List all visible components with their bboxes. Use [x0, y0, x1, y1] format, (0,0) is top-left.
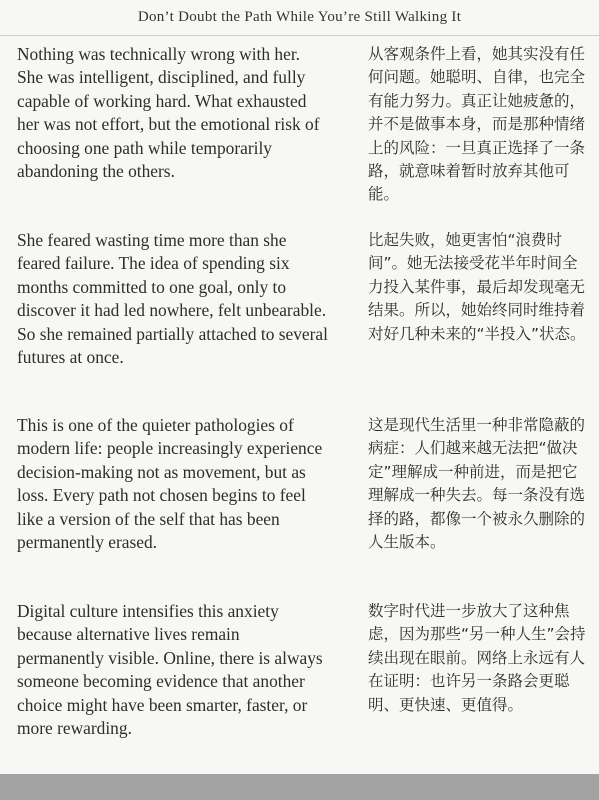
english-paragraph: Digital culture intensifies this anxiety because alternative lives remain permanently visible. Online, there is always someone becoming evidence that another choice might have been smarter, faster, or more rewarding.: [17, 601, 323, 739]
english-paragraph: This is one of the quieter pathologies of modern life: people increasingly experience decision-making not as movement, but as loss. Every path not chosen begins to feel like a version of the self that has been permanently erased.: [17, 415, 323, 553]
chinese-paragraph: 从客观条件上看，她其实没有任何问题。她聪明、自律，也完全有能力努力。真正让她疲惫的，并不是做事本身，而是那种情绪上的风险：一旦真正选择了一条路，就意味着暂时放弃其他可能。: [368, 45, 586, 204]
chinese-paragraph: 比起失败，她更害怕“浪费时间”。她无法接受花半年时间全力投入某件事，最后却发现毫无结果。所以，她始终同时维持着对好几种未来的“半投入”状态。: [368, 231, 586, 343]
chapter-title: Don’t Doubt the Path While You’re Still Walking It: [137, 9, 462, 25]
english-paragraph: She feared wasting time more than she feared failure. The idea of spending six months committed to one goal, only to discover it had led nowhere, felt unbearable. So she remained partially attached to several futures at once.: [17, 230, 328, 368]
chinese-paragraph: 这是现代生活里一种非常隐蔽的病症：人们越来越无法把“做决定”理解成一种前进，而是把它理解成一种失去。每一条没有选择的路，都像一个被永久删除的人生版本。: [368, 416, 586, 552]
english-paragraph: Nothing was technically wrong with her. She was intelligent, disciplined, and fully capable of working hard. What exhausted her was not effort, but the emotional risk of choosing one path while temporarily abandoning the others.: [17, 44, 320, 182]
bottom-bar: [0, 774, 599, 800]
chinese-paragraph: 数字时代进一步放大了这种焦虑，因为那些“另一种人生”会持续出现在眼前。网络上永远有人在证明：也许另一条路会更聪明、更快速、更值得。: [368, 602, 586, 714]
page-header: [0, 0, 599, 36]
